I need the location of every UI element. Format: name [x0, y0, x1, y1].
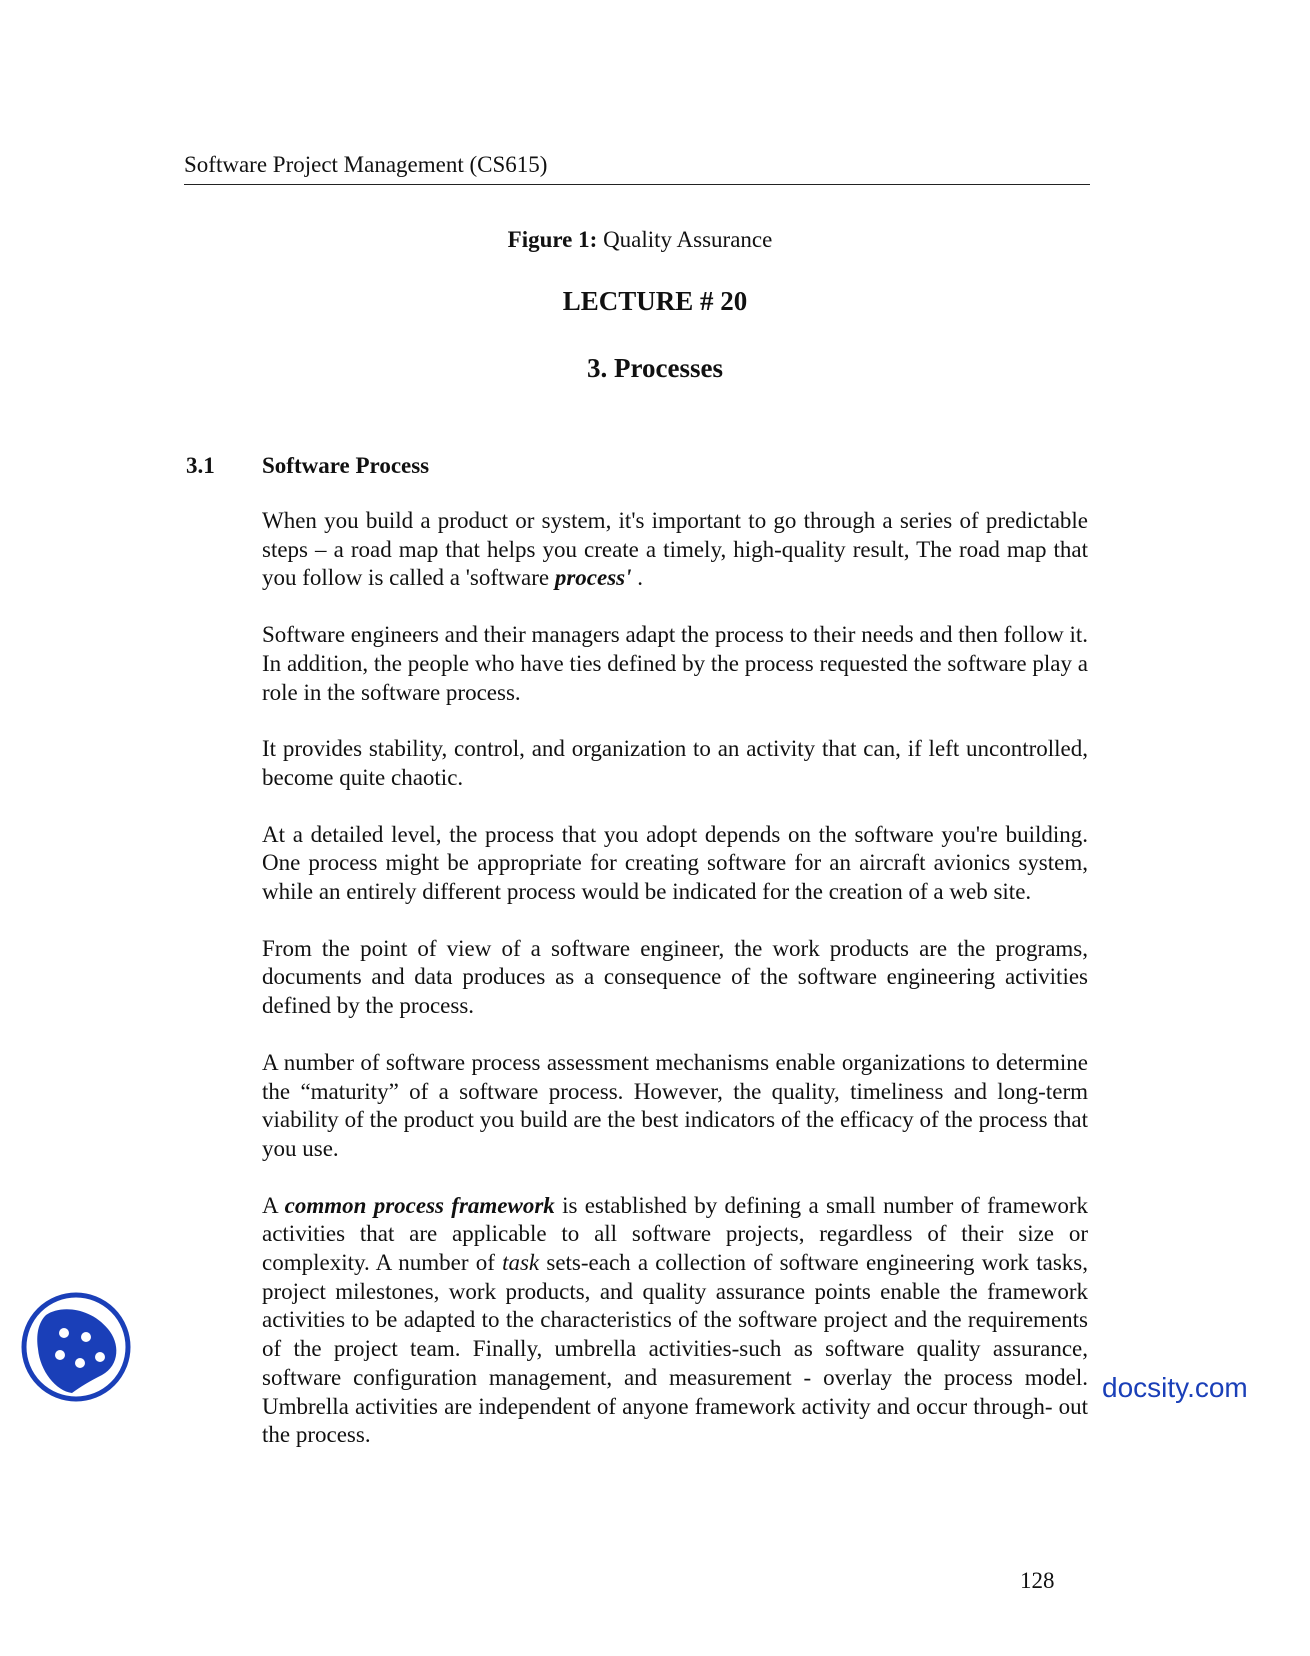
page-number: 128	[1020, 1568, 1055, 1593]
paragraph-1-text: When you build a product or system, it's important to go through a series of predictable steps – a road map that helps you create a timely, high-quality result, The road map that you follow is called a 'software	[262, 508, 1088, 591]
figure-caption-text: Quality Assurance	[603, 227, 773, 252]
section-title: Software Process	[262, 453, 430, 478]
common-process-framework-emphasis: common process framework	[284, 1192, 555, 1218]
paragraph-2: Software engineers and their managers adapt the process to their needs and then follow it. In addition, the people who have ties defined by the process requested the software play a role in the software process.	[262, 622, 1088, 705]
paragraph-7-end: sets-each a collection of software engineering work tasks, project milestones, work products, and quality assurance points enable the framework activities to be adapted to the characteristics of the software project and the requirements of the project team. Finally, umbrella activities-such as software quality assurance, software configuration management, and measurement - overlay the process model. Umbrella activities are independent of anyone framework activity and occur through- out the process.	[262, 1250, 1088, 1448]
page-header: Software Project Management (CS615)	[184, 150, 1090, 185]
figure-label: Figure 1:	[507, 227, 598, 252]
paragraph-6: A number of software process assessment mechanisms enable organizations to determine the “maturity” of a software process. However, the quality, timeliness and long-term viability of the product you build are the best indicators of the efficacy of the process that you use.	[262, 1049, 1088, 1161]
chapter-title: 3. Processes	[587, 353, 723, 383]
section-body	[262, 507, 1088, 1478]
figure-caption	[0, 225, 1280, 255]
paragraph-5: From the point of view of a software engineer, the work products are the programs, documents and data produces as a consequence of the software engineering activities defined by the process.	[262, 935, 1088, 1019]
docsity-logo-icon[interactable]	[20, 1291, 132, 1403]
lecture-title: LECTURE # 20	[562, 286, 748, 316]
docsity-watermark[interactable]: docsity.com	[1102, 1372, 1248, 1403]
paragraph-1	[262, 507, 1088, 593]
paragraph-7-mid: is established by defining a small number of framework activities that are applicable to all software projects, regardless of their size or complexity. A number of	[262, 1192, 1088, 1276]
paragraph-3: It provides stability, control, and organization to an activity that can, if left uncontrolled, become quite chaotic.	[262, 736, 1088, 790]
paragraph-7-start: A	[262, 1192, 285, 1218]
section-number: 3.1	[186, 453, 215, 478]
paragraph-7	[262, 1192, 1088, 1450]
task-emphasis: task	[502, 1250, 540, 1276]
process-emphasis: process'	[554, 565, 632, 591]
paragraph-1-end: .	[631, 565, 644, 591]
paragraph-4: At a detailed level, the process that you adopt depends on the software you're building. One process might be appropriate for creating software for an aircraft avionics system, while an entirely different process would be indicated for the creation of a web site.	[262, 821, 1088, 905]
